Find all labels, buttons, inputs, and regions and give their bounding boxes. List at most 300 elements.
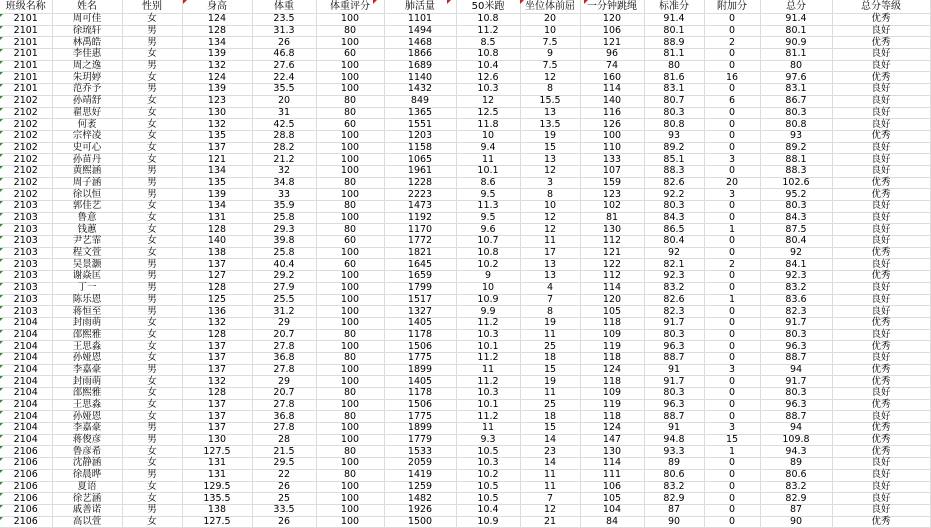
table-cell[interactable]: 20	[520, 14, 580, 26]
table-cell[interactable]: 0	[704, 469, 760, 481]
table-cell[interactable]: 良好	[832, 481, 930, 493]
table-cell[interactable]: 2	[704, 37, 760, 49]
table-cell[interactable]: 100	[316, 306, 384, 318]
table-cell[interactable]: 10.4	[456, 504, 520, 516]
table-cell[interactable]: 良好	[832, 294, 930, 306]
column-header[interactable]: 身高	[182, 0, 252, 14]
table-cell[interactable]: 96.3	[760, 341, 832, 353]
table-cell[interactable]: 81	[580, 212, 644, 224]
table-cell[interactable]: 11	[456, 154, 520, 166]
table-cell[interactable]: 128	[182, 282, 252, 294]
table-cell[interactable]: 122	[580, 259, 644, 271]
table-cell[interactable]: 10	[456, 130, 520, 142]
table-cell[interactable]: 23	[520, 446, 580, 458]
table-cell[interactable]: 15	[520, 423, 580, 435]
table-cell[interactable]: 8.6	[456, 177, 520, 189]
table-cell[interactable]: 90	[760, 516, 832, 528]
table-cell[interactable]: 1517	[384, 294, 456, 306]
table-cell[interactable]: 良好	[832, 25, 930, 37]
table-cell[interactable]: 27.8	[252, 364, 316, 376]
table-cell[interactable]: 0	[704, 329, 760, 341]
table-cell[interactable]: 132	[182, 60, 252, 72]
table-cell[interactable]: 31.3	[252, 25, 316, 37]
table-cell[interactable]: 19	[520, 130, 580, 142]
table-cell[interactable]: 20	[252, 95, 316, 107]
table-cell[interactable]: 8.5	[456, 37, 520, 49]
table-cell[interactable]: 11	[456, 364, 520, 376]
table-cell[interactable]: 男	[122, 423, 182, 435]
table-cell[interactable]: 2104	[0, 352, 52, 364]
table-cell[interactable]: 94.8	[644, 434, 704, 446]
table-cell[interactable]: 137	[182, 399, 252, 411]
table-cell[interactable]: 39.8	[252, 236, 316, 248]
table-cell[interactable]: 138	[182, 247, 252, 259]
table-cell[interactable]: 2102	[0, 142, 52, 154]
table-cell[interactable]: 80.7	[644, 95, 704, 107]
table-cell[interactable]: 优秀	[832, 364, 930, 376]
table-cell[interactable]: 10.3	[456, 329, 520, 341]
table-cell[interactable]: 10.5	[456, 493, 520, 505]
table-cell[interactable]: 1065	[384, 154, 456, 166]
table-cell[interactable]: 12	[456, 95, 520, 107]
table-cell[interactable]: 2103	[0, 271, 52, 283]
table-cell[interactable]: 程文萱	[52, 247, 122, 259]
table-cell[interactable]: 12	[520, 72, 580, 84]
table-cell[interactable]: 139	[182, 189, 252, 201]
table-cell[interactable]: 80.4	[760, 236, 832, 248]
table-cell[interactable]: 93	[644, 130, 704, 142]
table-cell[interactable]: 女	[122, 376, 182, 388]
table-cell[interactable]: 87.5	[760, 224, 832, 236]
table-cell[interactable]: 19	[520, 317, 580, 329]
table-cell[interactable]: 100	[316, 37, 384, 49]
table-cell[interactable]: 1821	[384, 247, 456, 259]
table-cell[interactable]: 14	[520, 458, 580, 470]
table-cell[interactable]: 男	[122, 259, 182, 271]
table-cell[interactable]: 10.9	[456, 516, 520, 528]
table-cell[interactable]: 谢焱匡	[52, 271, 122, 283]
table-cell[interactable]: 10.1	[456, 165, 520, 177]
table-cell[interactable]: 27.6	[252, 60, 316, 72]
table-cell[interactable]: 124	[580, 364, 644, 376]
table-cell[interactable]: 10.2	[456, 259, 520, 271]
table-cell[interactable]: 88.7	[760, 352, 832, 364]
table-cell[interactable]: 92.3	[760, 271, 832, 283]
table-cell[interactable]: 27.8	[252, 341, 316, 353]
table-cell[interactable]: 0	[704, 119, 760, 131]
table-cell[interactable]: 92.2	[644, 189, 704, 201]
table-cell[interactable]: 1899	[384, 364, 456, 376]
table-cell[interactable]: 女	[122, 446, 182, 458]
table-cell[interactable]: 82.1	[644, 259, 704, 271]
table-cell[interactable]: 1178	[384, 329, 456, 341]
table-cell[interactable]: 孙娅恩	[52, 411, 122, 423]
table-cell[interactable]: 11.2	[456, 352, 520, 364]
table-cell[interactable]: 优秀	[832, 14, 930, 26]
table-cell[interactable]: 0	[704, 271, 760, 283]
table-cell[interactable]: 26	[252, 37, 316, 49]
table-cell[interactable]: 男	[122, 177, 182, 189]
table-cell[interactable]: 13	[520, 271, 580, 283]
table-cell[interactable]: 25	[520, 399, 580, 411]
table-cell[interactable]: 10.5	[456, 446, 520, 458]
table-cell[interactable]: 128	[182, 25, 252, 37]
table-cell[interactable]: 15	[520, 364, 580, 376]
table-cell[interactable]: 132	[182, 317, 252, 329]
table-cell[interactable]: 孙靖舒	[52, 95, 122, 107]
table-cell[interactable]: 2104	[0, 329, 52, 341]
table-cell[interactable]: 100	[316, 247, 384, 259]
table-cell[interactable]: 2102	[0, 119, 52, 131]
table-cell[interactable]: 封雨萌	[52, 317, 122, 329]
table-cell[interactable]: 137	[182, 364, 252, 376]
table-cell[interactable]: 80.3	[760, 107, 832, 119]
table-cell[interactable]: 优秀	[832, 434, 930, 446]
table-cell[interactable]: 2104	[0, 388, 52, 400]
table-cell[interactable]: 100	[316, 60, 384, 72]
table-cell[interactable]: 良好	[832, 201, 930, 213]
table-cell[interactable]: 0	[704, 14, 760, 26]
table-cell[interactable]: 优秀	[832, 317, 930, 329]
table-cell[interactable]: 1775	[384, 411, 456, 423]
table-cell[interactable]: 80.3	[760, 201, 832, 213]
table-cell[interactable]: 4	[520, 282, 580, 294]
table-cell[interactable]: 114	[580, 458, 644, 470]
table-cell[interactable]: 2104	[0, 376, 52, 388]
table-cell[interactable]: 60	[316, 236, 384, 248]
table-cell[interactable]: 10	[520, 201, 580, 213]
table-cell[interactable]: 2106	[0, 458, 52, 470]
table-cell[interactable]: 14	[520, 434, 580, 446]
table-cell[interactable]: 良好	[832, 352, 930, 364]
table-cell[interactable]: 2103	[0, 282, 52, 294]
table-cell[interactable]: 88.7	[644, 411, 704, 423]
table-cell[interactable]: 2106	[0, 516, 52, 528]
table-cell[interactable]: 10.8	[456, 14, 520, 26]
table-cell[interactable]: 123	[580, 189, 644, 201]
table-cell[interactable]: 优秀	[832, 37, 930, 49]
table-cell[interactable]: 87	[644, 504, 704, 516]
table-cell[interactable]: 80	[644, 60, 704, 72]
table-cell[interactable]: 女	[122, 352, 182, 364]
table-cell[interactable]: 136	[182, 306, 252, 318]
table-cell[interactable]: 2104	[0, 399, 52, 411]
table-cell[interactable]: 94.3	[760, 446, 832, 458]
table-cell[interactable]: 男	[122, 364, 182, 376]
table-cell[interactable]: 优秀	[832, 516, 930, 528]
table-cell[interactable]: 25.8	[252, 247, 316, 259]
table-cell[interactable]: 1432	[384, 84, 456, 96]
table-cell[interactable]: 0	[704, 352, 760, 364]
table-cell[interactable]: 10.4	[456, 60, 520, 72]
table-cell[interactable]: 11.2	[456, 317, 520, 329]
table-cell[interactable]: 121	[580, 247, 644, 259]
table-cell[interactable]: 女	[122, 247, 182, 259]
table-cell[interactable]: 1551	[384, 119, 456, 131]
table-cell[interactable]: 87	[760, 504, 832, 516]
table-cell[interactable]: 132	[182, 376, 252, 388]
table-cell[interactable]: 104	[580, 504, 644, 516]
table-cell[interactable]: 周子涵	[52, 177, 122, 189]
table-cell[interactable]: 0	[704, 84, 760, 96]
table-cell[interactable]: 137	[182, 352, 252, 364]
table-cell[interactable]: 男	[122, 504, 182, 516]
table-cell[interactable]: 0	[704, 306, 760, 318]
table-cell[interactable]: 2106	[0, 469, 52, 481]
table-cell[interactable]: 1473	[384, 201, 456, 213]
table-cell[interactable]: 2103	[0, 247, 52, 259]
table-cell[interactable]: 优秀	[832, 446, 930, 458]
table-cell[interactable]: 良好	[832, 504, 930, 516]
table-cell[interactable]: 93.3	[644, 446, 704, 458]
table-cell[interactable]: 11	[520, 388, 580, 400]
table-cell[interactable]: 0	[704, 107, 760, 119]
table-cell[interactable]: 100	[316, 14, 384, 26]
table-cell[interactable]: 100	[580, 130, 644, 142]
table-cell[interactable]: 29.5	[252, 458, 316, 470]
table-cell[interactable]: 27.8	[252, 399, 316, 411]
table-cell[interactable]: 95.2	[760, 189, 832, 201]
table-cell[interactable]: 124	[182, 14, 252, 26]
table-cell[interactable]: 8	[520, 189, 580, 201]
table-cell[interactable]: 100	[316, 341, 384, 353]
table-cell[interactable]: 100	[316, 481, 384, 493]
table-cell[interactable]: 1645	[384, 259, 456, 271]
table-cell[interactable]: 25	[520, 341, 580, 353]
table-cell[interactable]: 女	[122, 142, 182, 154]
table-cell[interactable]: 140	[580, 95, 644, 107]
table-cell[interactable]: 86.5	[644, 224, 704, 236]
table-cell[interactable]: 80	[316, 411, 384, 423]
table-cell[interactable]: 96.3	[644, 399, 704, 411]
table-cell[interactable]: 2104	[0, 423, 52, 435]
table-cell[interactable]: 124	[580, 423, 644, 435]
table-cell[interactable]: 良好	[832, 84, 930, 96]
table-cell[interactable]: 80	[760, 60, 832, 72]
table-cell[interactable]: 80	[316, 201, 384, 213]
table-cell[interactable]: 7	[520, 294, 580, 306]
table-cell[interactable]: 10.9	[456, 294, 520, 306]
table-cell[interactable]: 女	[122, 224, 182, 236]
table-cell[interactable]: 蒋恒至	[52, 306, 122, 318]
table-cell[interactable]: 102.6	[760, 177, 832, 189]
table-cell[interactable]: 黄熙涵	[52, 165, 122, 177]
table-cell[interactable]: 11.3	[456, 201, 520, 213]
table-cell[interactable]: 优秀	[832, 423, 930, 435]
table-cell[interactable]: 2101	[0, 37, 52, 49]
table-cell[interactable]: 92	[644, 247, 704, 259]
table-cell[interactable]: 2059	[384, 458, 456, 470]
table-cell[interactable]: 28.8	[252, 130, 316, 142]
table-cell[interactable]: 男	[122, 469, 182, 481]
table-cell[interactable]: 135.5	[182, 493, 252, 505]
table-cell[interactable]: 2103	[0, 294, 52, 306]
table-cell[interactable]: 1	[704, 224, 760, 236]
table-cell[interactable]: 8	[520, 84, 580, 96]
table-cell[interactable]: 翟思好	[52, 107, 122, 119]
table-cell[interactable]: 100	[316, 364, 384, 376]
table-cell[interactable]: 良好	[832, 119, 930, 131]
table-cell[interactable]: 1866	[384, 49, 456, 61]
table-cell[interactable]: 良好	[832, 282, 930, 294]
table-cell[interactable]: 91.4	[644, 14, 704, 26]
table-cell[interactable]: 良好	[832, 388, 930, 400]
table-cell[interactable]: 35.9	[252, 201, 316, 213]
table-cell[interactable]: 100	[316, 84, 384, 96]
table-cell[interactable]: 2103	[0, 224, 52, 236]
table-cell[interactable]: 10.3	[456, 84, 520, 96]
table-cell[interactable]: 2103	[0, 212, 52, 224]
table-cell[interactable]: 90.9	[760, 37, 832, 49]
table-cell[interactable]: 2103	[0, 259, 52, 271]
table-cell[interactable]: 李嘉豪	[52, 364, 122, 376]
table-cell[interactable]: 2103	[0, 236, 52, 248]
table-cell[interactable]: 2101	[0, 25, 52, 37]
table-cell[interactable]: 2102	[0, 189, 52, 201]
table-cell[interactable]: 100	[316, 282, 384, 294]
table-cell[interactable]: 0	[704, 282, 760, 294]
table-cell[interactable]: 11.2	[456, 376, 520, 388]
table-cell[interactable]: 0	[704, 201, 760, 213]
table-cell[interactable]: 20.7	[252, 388, 316, 400]
table-cell[interactable]: 97.6	[760, 72, 832, 84]
table-cell[interactable]: 7	[520, 493, 580, 505]
table-cell[interactable]: 良好	[832, 493, 930, 505]
table-cell[interactable]: 131	[182, 458, 252, 470]
table-cell[interactable]: 96.3	[760, 399, 832, 411]
table-cell[interactable]: 80.3	[644, 107, 704, 119]
table-cell[interactable]: 13	[520, 154, 580, 166]
table-cell[interactable]: 133	[580, 154, 644, 166]
table-cell[interactable]: 84	[580, 516, 644, 528]
table-cell[interactable]: 11	[520, 481, 580, 493]
table-cell[interactable]: 134	[182, 201, 252, 213]
column-header[interactable]: 附加分	[704, 0, 760, 14]
table-cell[interactable]: 91.7	[644, 376, 704, 388]
table-cell[interactable]: 2106	[0, 481, 52, 493]
table-cell[interactable]: 21.2	[252, 154, 316, 166]
table-cell[interactable]: 100	[316, 423, 384, 435]
table-cell[interactable]: 11.2	[456, 411, 520, 423]
table-cell[interactable]: 128	[182, 329, 252, 341]
table-cell[interactable]: 2106	[0, 446, 52, 458]
table-cell[interactable]: 戚善诺	[52, 504, 122, 516]
table-cell[interactable]: 男	[122, 434, 182, 446]
table-cell[interactable]: 138	[182, 504, 252, 516]
table-cell[interactable]: 0	[704, 399, 760, 411]
table-cell[interactable]: 139	[182, 84, 252, 96]
table-cell[interactable]: 0	[704, 458, 760, 470]
table-cell[interactable]: 9	[456, 271, 520, 283]
table-cell[interactable]: 10.2	[456, 469, 520, 481]
table-cell[interactable]: 11.2	[456, 25, 520, 37]
table-cell[interactable]: 120	[580, 294, 644, 306]
table-cell[interactable]: 132	[182, 119, 252, 131]
table-cell[interactable]: 40.4	[252, 259, 316, 271]
table-cell[interactable]: 83.6	[760, 294, 832, 306]
table-cell[interactable]: 131	[182, 469, 252, 481]
table-cell[interactable]: 良好	[832, 60, 930, 72]
table-cell[interactable]: 26	[252, 516, 316, 528]
table-cell[interactable]: 1140	[384, 72, 456, 84]
table-cell[interactable]: 100	[316, 434, 384, 446]
table-cell[interactable]: 1482	[384, 493, 456, 505]
table-cell[interactable]: 26	[252, 481, 316, 493]
table-cell[interactable]: 130	[580, 224, 644, 236]
table-cell[interactable]: 134	[182, 165, 252, 177]
table-cell[interactable]: 80	[316, 388, 384, 400]
table-cell[interactable]: 9.4	[456, 142, 520, 154]
table-cell[interactable]: 0	[704, 49, 760, 61]
table-cell[interactable]: 女	[122, 201, 182, 213]
table-cell[interactable]: 109	[580, 388, 644, 400]
table-cell[interactable]: 12	[520, 224, 580, 236]
table-cell[interactable]: 2101	[0, 14, 52, 26]
table-cell[interactable]: 91.4	[760, 14, 832, 26]
table-cell[interactable]: 91.7	[760, 317, 832, 329]
table-cell[interactable]: 0	[704, 317, 760, 329]
table-cell[interactable]: 80.3	[760, 329, 832, 341]
table-cell[interactable]: 2104	[0, 411, 52, 423]
table-cell[interactable]: 18	[520, 411, 580, 423]
table-cell[interactable]: 10.1	[456, 399, 520, 411]
table-cell[interactable]: 82.9	[644, 493, 704, 505]
table-cell[interactable]: 10.1	[456, 341, 520, 353]
table-cell[interactable]: 1178	[384, 388, 456, 400]
table-cell[interactable]: 16	[704, 72, 760, 84]
table-cell[interactable]: 100	[316, 458, 384, 470]
table-cell[interactable]: 80	[316, 177, 384, 189]
table-cell[interactable]: 2104	[0, 434, 52, 446]
table-cell[interactable]: 2101	[0, 60, 52, 72]
table-cell[interactable]: 80	[316, 224, 384, 236]
column-header[interactable]: 总分	[760, 0, 832, 14]
table-cell[interactable]: 88.9	[644, 37, 704, 49]
table-cell[interactable]: 9.6	[456, 224, 520, 236]
table-cell[interactable]: 29	[252, 376, 316, 388]
table-cell[interactable]: 119	[580, 399, 644, 411]
table-cell[interactable]: 25.5	[252, 294, 316, 306]
table-cell[interactable]: 1961	[384, 165, 456, 177]
table-cell[interactable]: 36.8	[252, 352, 316, 364]
table-cell[interactable]: 82.3	[644, 306, 704, 318]
table-cell[interactable]: 周之逸	[52, 60, 122, 72]
table-cell[interactable]: 80.8	[644, 119, 704, 131]
table-cell[interactable]: 12	[520, 504, 580, 516]
table-cell[interactable]: 11	[456, 423, 520, 435]
table-cell[interactable]: 15	[704, 434, 760, 446]
table-cell[interactable]: 105	[580, 306, 644, 318]
table-cell[interactable]: 男	[122, 37, 182, 49]
table-cell[interactable]: 0	[704, 60, 760, 72]
table-cell[interactable]: 100	[316, 516, 384, 528]
table-cell[interactable]: 0	[704, 130, 760, 142]
table-cell[interactable]: 女	[122, 329, 182, 341]
column-header[interactable]: 总分等级	[832, 0, 930, 14]
table-cell[interactable]: 137	[182, 259, 252, 271]
table-cell[interactable]: 1533	[384, 446, 456, 458]
table-cell[interactable]: 李嘉豪	[52, 423, 122, 435]
table-cell[interactable]: 89	[644, 458, 704, 470]
table-cell[interactable]: 81.1	[644, 49, 704, 61]
table-cell[interactable]: 封雨萌	[52, 376, 122, 388]
table-cell[interactable]: 29	[252, 317, 316, 329]
table-cell[interactable]: 7.5	[520, 60, 580, 72]
table-cell[interactable]: 81.1	[760, 49, 832, 61]
table-cell[interactable]: 80.3	[760, 388, 832, 400]
table-cell[interactable]: 1659	[384, 271, 456, 283]
table-cell[interactable]: 优秀	[832, 341, 930, 353]
